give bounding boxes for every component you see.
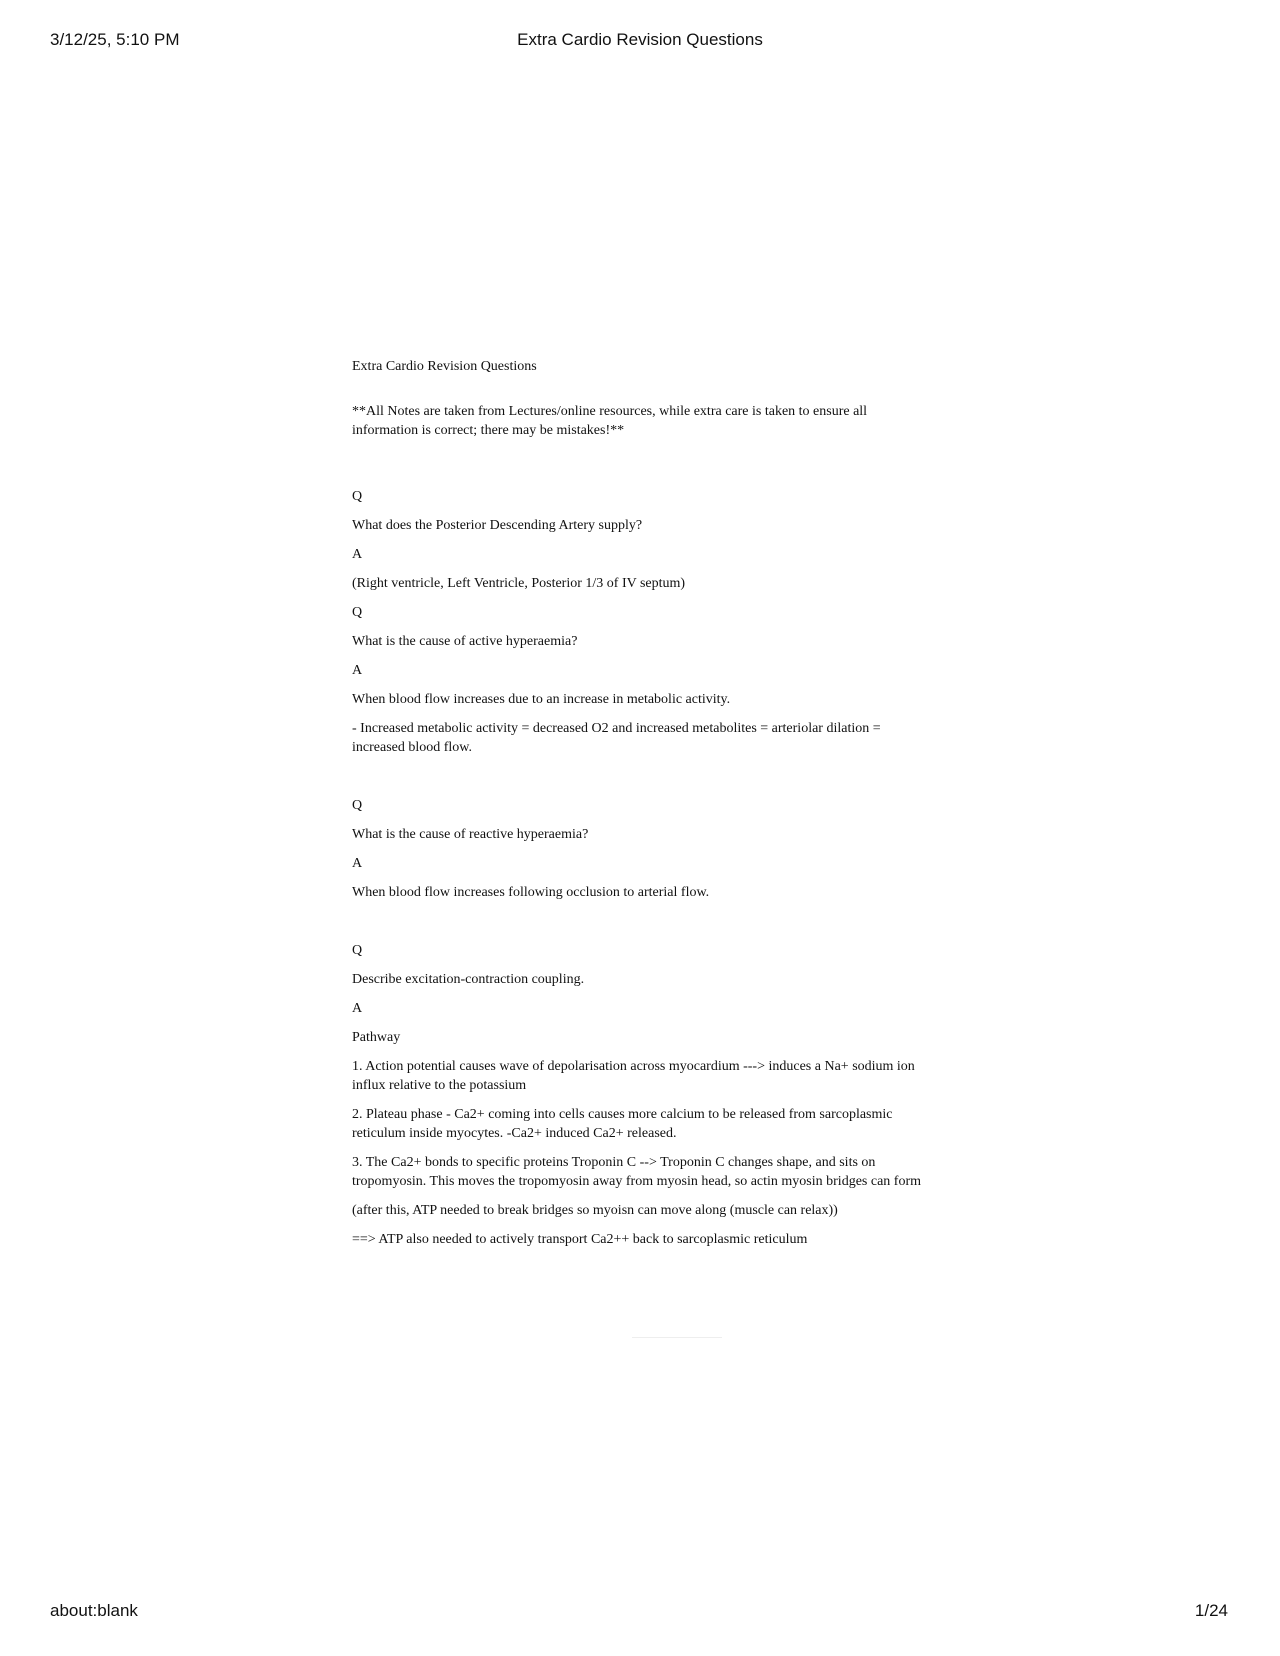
answer-text: - Increased metabolic activity = decreased O2 and increased metabolites = arteriolar dilation = increased blood flow. [352, 721, 881, 755]
answer-label: A [352, 547, 363, 562]
answer-text: Pathway [352, 1030, 401, 1045]
document-body [352, 357, 932, 1259]
print-footer-url: about:blank [50, 1601, 138, 1620]
question-label: Q [352, 605, 363, 620]
question-text: What is the cause of active hyperaemia? [352, 634, 578, 649]
question-text: What is the cause of reactive hyperaemia? [352, 827, 589, 842]
answer-text: (Right ventricle, Left Ventricle, Posterior 1/3 of IV septum) [352, 576, 686, 591]
question-text: What does the Posterior Descending Artery supply? [352, 518, 643, 533]
answer-text: ==> ATP also needed to actively transport Ca2++ back to sarcoplasmic reticulum [352, 1232, 808, 1247]
question-label: Q [352, 798, 363, 813]
print-header-title: Extra Cardio Revision Questions [517, 30, 763, 49]
answer-text: 2. Plateau phase - Ca2+ coming into cells causes more calcium to be released from sarcoplasmic reticulum inside myocytes. -Ca2+ induced Ca2+ released. [352, 1107, 893, 1141]
answer-text: When blood flow increases due to an increase in metabolic activity. [352, 692, 731, 707]
document-title: Extra Cardio Revision Questions [352, 359, 537, 374]
answer-label: A [352, 856, 363, 871]
answer-text: 1. Action potential causes wave of depolarisation across myocardium ---> induces a Na+ sodium ion influx relative to the potassium [352, 1059, 915, 1093]
answer-text: 3. The Ca2+ bonds to specific proteins Troponin C --> Troponin C changes shape, and sits on tropomyosin. This moves the tropomyosin away from myosin head, so actin myosin bridges can form [352, 1155, 921, 1189]
question-label: Q [352, 489, 363, 504]
question-text: Describe excitation-contraction coupling. [352, 972, 585, 987]
print-footer-page-number: 1/24 [1194, 1601, 1228, 1620]
answer-label: A [352, 663, 363, 678]
answer-text: When blood flow increases following occlusion to arterial flow. [352, 885, 710, 900]
page-divider [632, 1337, 722, 1338]
disclaimer-note: **All Notes are taken from Lectures/online resources, while extra care is taken to ensure all information is correct; there may be mistakes!** [352, 404, 868, 438]
answer-text: (after this, ATP needed to break bridges so myoisn can move along (muscle can relax)) [352, 1203, 838, 1218]
question-label: Q [352, 943, 363, 958]
print-header-datetime: 3/12/25, 5:10 PM [50, 30, 180, 49]
answer-label: A [352, 1001, 363, 1016]
